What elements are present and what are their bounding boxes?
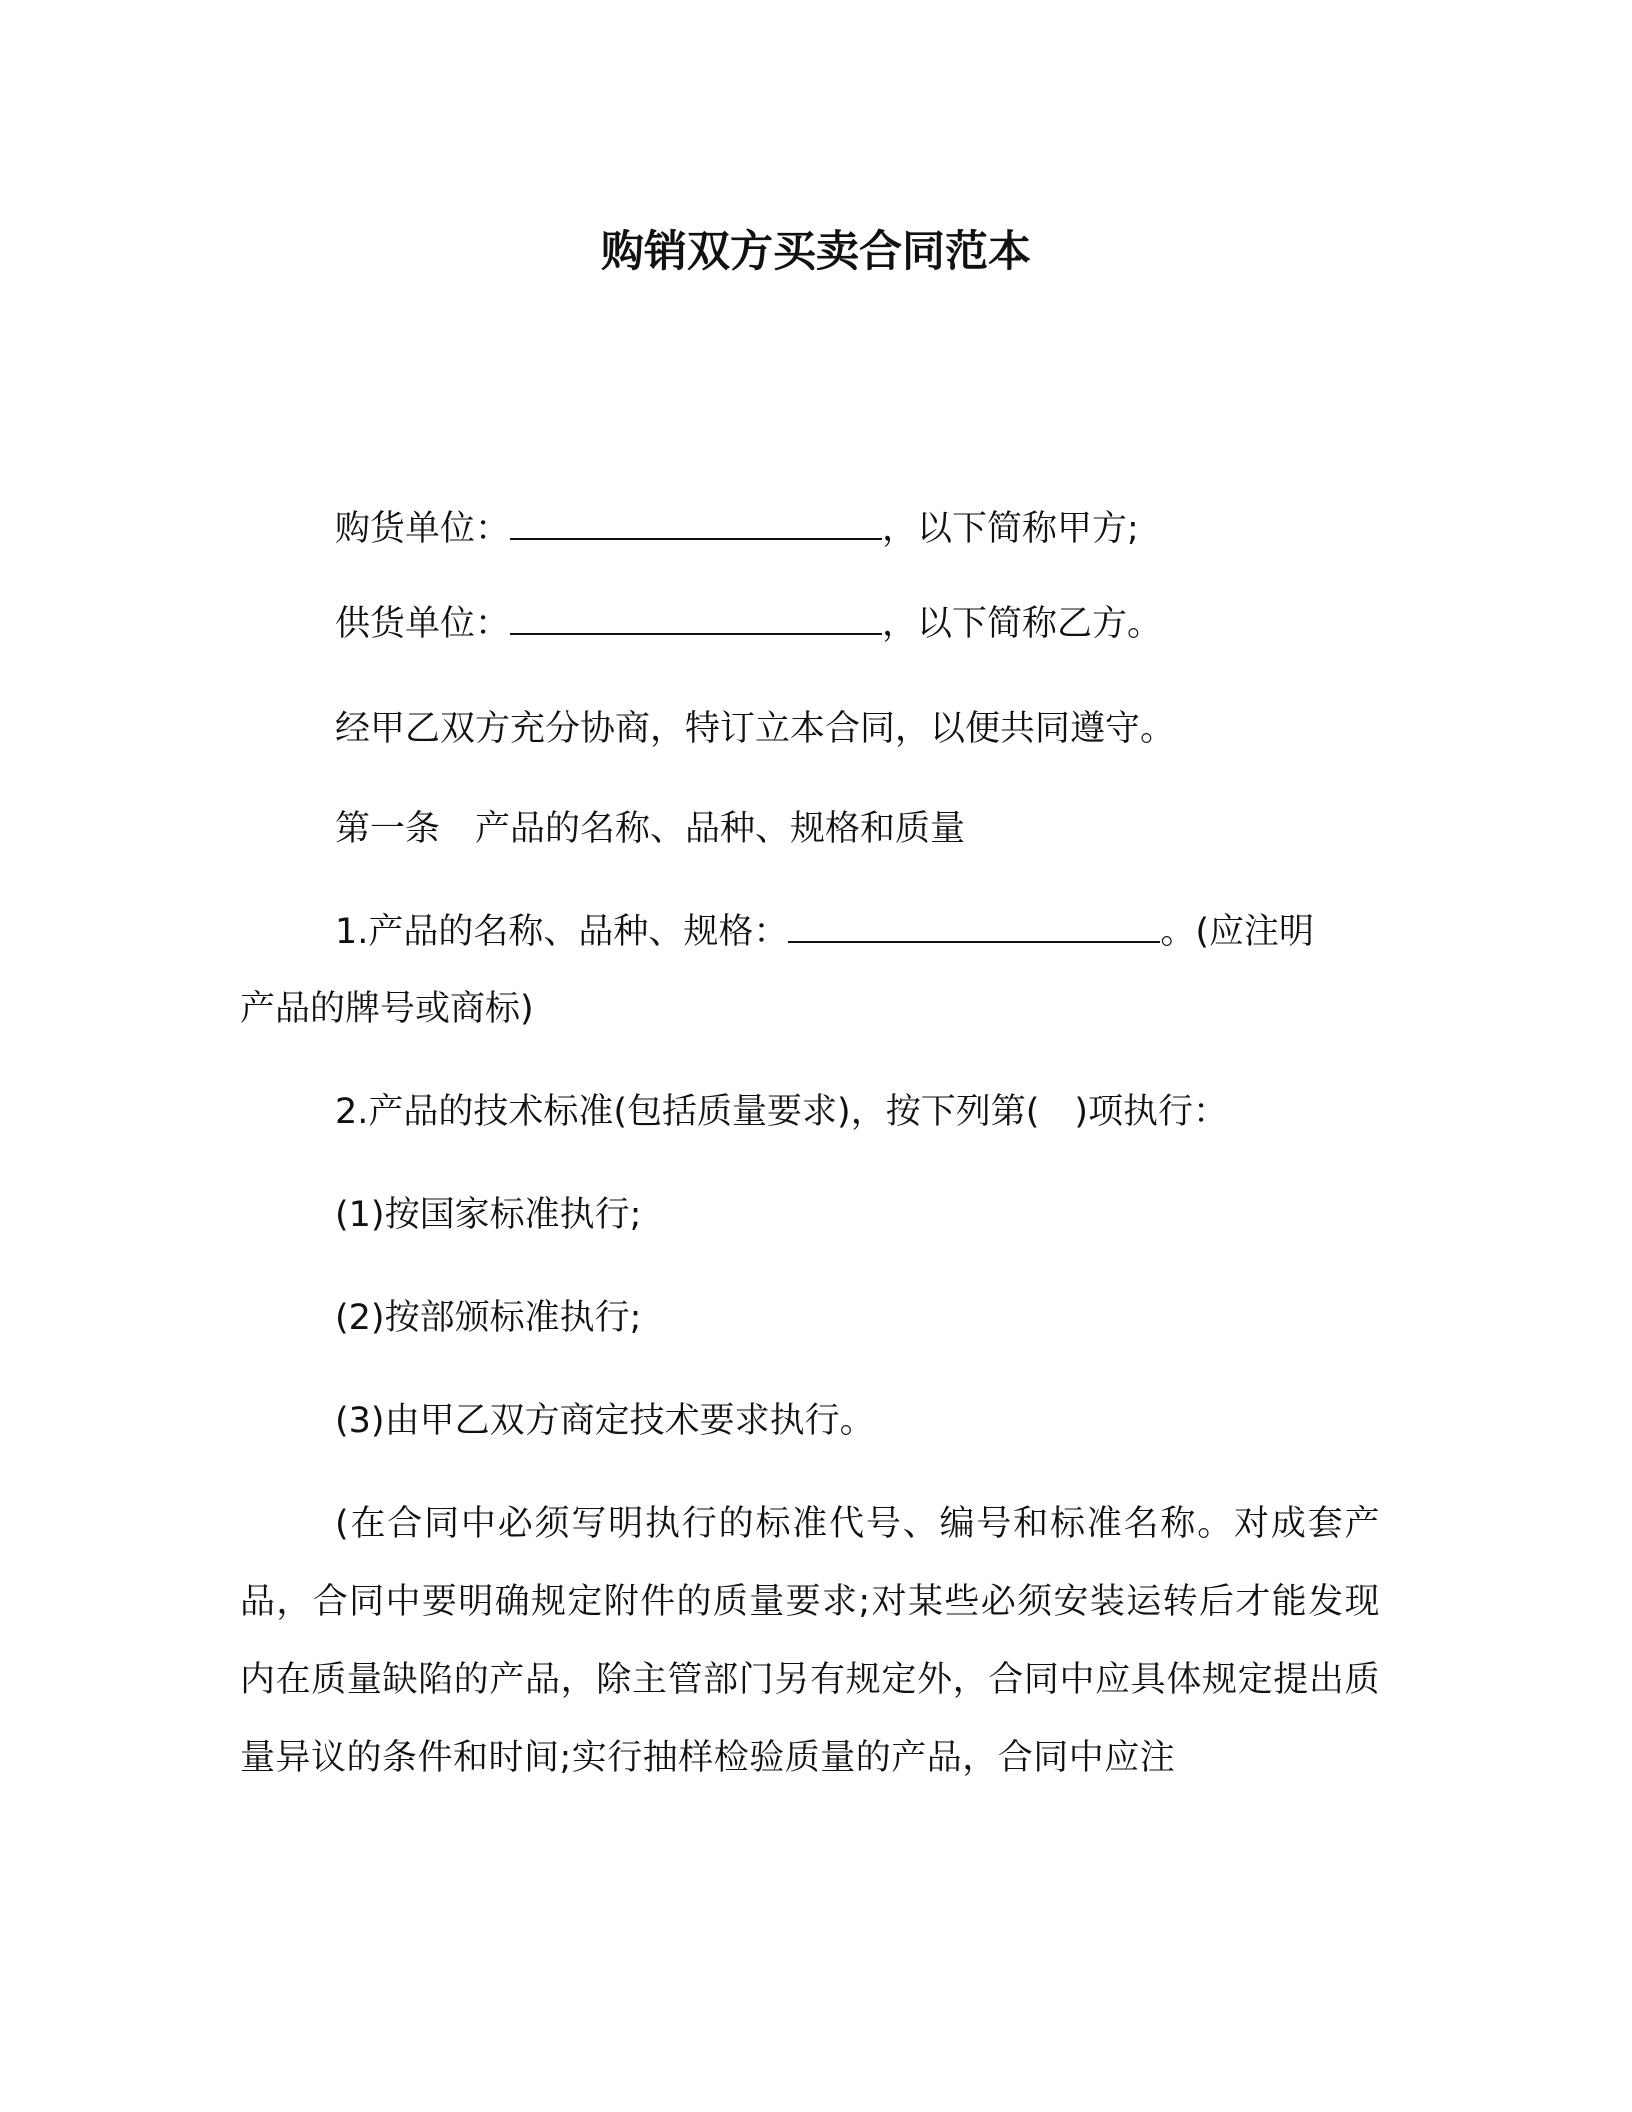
item2-paragraph: 2.产品的技术标准(包括质量要求)，按下列第( )项执行：: [335, 1092, 1229, 1132]
note-paragraph: (在合同中必须写明执行的标准代号、编号和标准名称。对成套产品，合同中要明确规定附件的质量要求;对某些必须安装运转后才能发现内在质量缺陷的产品，除主管部门另有规定外，合同中应具体规定提出质量异议的条件和时间;实行抽样检验质量的产品，合同中应注: [240, 1504, 1380, 1778]
option2-paragraph: (2)按部颁标准执行;: [335, 1298, 642, 1338]
agreement-paragraph: 经甲乙双方充分协商，特订立本合同，以便共同遵守。: [335, 709, 1176, 749]
item1-suffix: 。(应注明: [1160, 912, 1315, 952]
supplier-label: 供货单位：: [335, 604, 511, 644]
buyer-blank[interactable]: [510, 508, 882, 540]
supplier-suffix: ，以下简称乙方。: [882, 604, 1163, 644]
buyer-suffix: ，以下简称甲方;: [882, 509, 1139, 549]
buyer-label: 购货单位：: [335, 509, 511, 549]
article1-heading: 第一条 产品的名称、品种、规格和质量: [335, 809, 966, 849]
item1-line2: 产品的牌号或商标): [240, 989, 534, 1029]
item1-prefix: 1.产品的名称、品种、规格：: [335, 912, 789, 952]
buyer-line: [240, 490, 1380, 568]
option1-paragraph: (1)按国家标准执行;: [335, 1195, 642, 1235]
product-spec-blank[interactable]: [788, 911, 1160, 943]
document-title: 购销双方买卖合同范本: [601, 227, 1031, 277]
supplier-blank[interactable]: [510, 603, 882, 635]
item1-line1: [240, 893, 1380, 971]
supplier-line: [240, 585, 1380, 663]
option3-paragraph: (3)由甲乙双方商定技术要求执行。: [335, 1401, 875, 1441]
